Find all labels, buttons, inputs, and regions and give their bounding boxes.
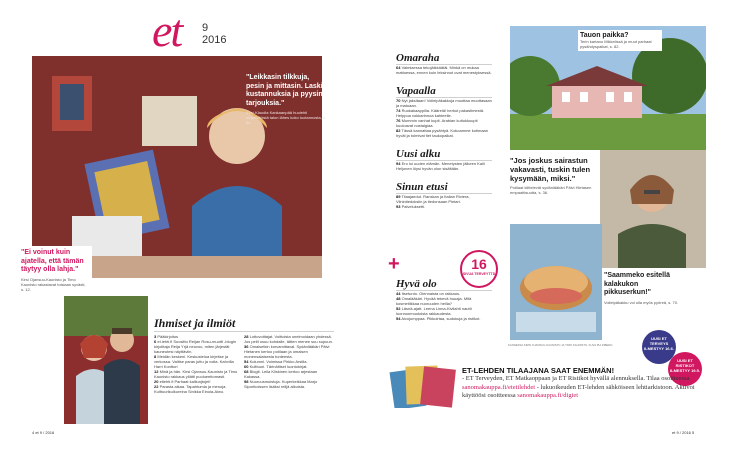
- toc-item: 93 Palveluksetti.: [396, 204, 426, 209]
- section-title: Hyvä olo: [396, 278, 437, 290]
- toc-item: 48 Omalääkäri. Hyvää tekevä huuaja. Mitä kosmetiikkaa nuoruuden hellia?: [396, 296, 472, 306]
- issue-label: [202, 22, 226, 46]
- subscription-link-2[interactable]: sanomakauppa.fi/digiet: [517, 392, 579, 399]
- toc-section-vapaalla: [396, 85, 492, 138]
- toc-item: 6 et.lehti.fi Suosittu Reijan Rosu-muotti -blogin kirjoittaja Reija Yrjä neuvoo, miten järjestät kauneutesi näyttäviin.: [154, 339, 237, 354]
- issue-number: 9: [202, 22, 209, 34]
- quote-mid-block: [510, 156, 594, 195]
- sandwich-cake-illustration: [510, 224, 602, 340]
- quote-top-caption: Kirsi-Klaudia Kankaanpää huolehti ompelutöistä talon lähes koko tuotannosta, s. 64.: [246, 110, 327, 125]
- top-caption-text: Terin kartano Mikkelissä ja muut parhaat pysähdyspaikat, s. 82.: [580, 39, 652, 49]
- photo-credit: KANNESSA KIRSI OJANSUU-KAUNISTO JA TIMO KAUNISTO. KUVA PIA INBERG: [508, 343, 613, 347]
- quote-bottom-block: [604, 272, 684, 305]
- toc-col-1: [154, 334, 240, 394]
- toc-section-hyva-olo: [396, 278, 492, 321]
- toc-item: 12 Minä ja hän. Kirsi Ojansuu-Kaunisto ja Timo Kaunisto rakkaus yllätti puolueettomasti.: [154, 369, 238, 379]
- toc-middle: [396, 52, 492, 209]
- toc-section-omaraha: [396, 52, 492, 75]
- magazine-stack-illustration: [388, 362, 458, 408]
- toc-item: 44 Itsetunto. Olennaista on rakkaus.: [396, 291, 461, 296]
- toc-item: 22 Parasta aikaa. Tapahtumia ja menoja. Kulttuurikulkureina Sinikka Einola-Aiwo.: [154, 384, 227, 394]
- top-caption-title: Tauon paikka?: [580, 32, 629, 39]
- subscription-link-1[interactable]: sanomakauppa.fi/etetilehdet: [462, 383, 536, 391]
- toc-col-2: [244, 334, 334, 389]
- badge-number: 16: [471, 256, 487, 272]
- toc-item: 28 Lottovoittajat. Voittoista unelmoidaan yhdessä. Jos pelit osuu kohdalle, tätten menee suu supuun.: [244, 334, 333, 344]
- section-rule-ihmiset: [154, 331, 334, 332]
- quote-left-text: "Ei voinut kuin ajatella, että tämän täytyy olla lahja.": [21, 249, 84, 273]
- section-title: Omaraha: [396, 52, 440, 64]
- section-title: Uusi alku: [396, 148, 441, 160]
- toc-item: 68 Blogit. Leila Kiiskinen kertoo arjestaan Kakassa.: [244, 369, 318, 379]
- plus-icon: +: [388, 253, 400, 275]
- quote-top-block: [246, 74, 328, 125]
- toc-item: 76 Mummin vanhat kupit. Arabian kuitukkuupit kuoloavat nostalgiaa.: [396, 118, 478, 128]
- subscription-title: ET-LEHDEN TILAAJANA SAAT ENEMMÄN!: [462, 366, 615, 375]
- toc-item: 82 Tässä kannattaa pysähtyä. Kokoamme kotimaan hyvät ja toimivat tiet taukopaikat.: [396, 128, 488, 138]
- toc-item: 54 Kolumni. Voimissa Pirkko Arstila.: [244, 359, 308, 364]
- toc-item: 70 Nyt jaksitaan! Voileipäkakkuja muottaa muottasaan ja matuaan.: [396, 98, 492, 108]
- toc-section-uusi-alku: [396, 148, 492, 171]
- couple-illustration: [64, 296, 148, 424]
- toc-item: 52 Läsnä-ajatt. Leena Linna-Kivilahti nautti luonnonmuotoista rakkaudesta.: [396, 306, 472, 316]
- subscription-block: [462, 366, 712, 401]
- quote-mid-caption: Potilaat kiittelevät sydänlääkäri Päivi Hietasen empaattisuutta, s. 36.: [510, 185, 592, 195]
- toc-item: 74 Ruokakaappilla. Käärelä! herkut pakastimestä. Helppoa vokkarinnoa kahteelle.: [396, 108, 485, 118]
- toc-item: 60 Kulttuuri. Tärinältiset luontokirjat.: [244, 364, 308, 369]
- quote-top-text: "Leikkasin tilkkuja, pesin ja mittasin. Laskin kustannuksia ja pyysin tarjouksia.": [246, 74, 327, 107]
- new-badge-2-text: UUSI ET RISTIKOT ILMESTYY 19.5.: [670, 358, 700, 373]
- left-page-footer: 4 et 9 / 2016: [32, 430, 55, 435]
- top-caption-block: [578, 30, 662, 51]
- toc-item: 20 etlehti.fi Parhaat kalliunjtojet!: [154, 379, 211, 384]
- sandwich-cake-photo: [510, 224, 602, 340]
- magazine-logo: et: [152, 5, 182, 56]
- section-title: Vapaalla: [396, 85, 436, 97]
- section-title-ihmiset: Ihmiset ja ilmiöt: [154, 316, 236, 330]
- toc-item: 94 Ero loi uuden elämän. Menetysten jälkeen Kaili Heljonen löysi hyvän olon sisältään.: [396, 161, 485, 171]
- subscription-text: [462, 375, 712, 401]
- toc-item: 54 Aivojumppaa. Pikkuirtaa, sudokuja ja ristikot.: [396, 316, 481, 321]
- doctor-illustration: [600, 150, 706, 268]
- toc-item: 8 Meidän keskeni. Keskustelua kirjeitse ja verkossa. Valitse paras juttu ja voita. Kahvilla Harri Kontturi: [154, 354, 234, 369]
- subscription-line-2: - lukuoikeuden ET-lehden sähköiseen lehtiarkistoon. Aktivoi käyttöösi osoitteessa: [462, 383, 695, 399]
- toc-item: 64 Valmiaessa tekojäikkäätäi. Minkä on mukaa mattuessa, ennen kuin leksinnot ovat menestyksessä.: [396, 65, 492, 75]
- quote-left-block: [18, 246, 92, 295]
- toc-item: 89 Tilaajaedut. Ranskan ja Italian Riviera, Viinintiedoksiin ja tiedonsaan Pietari.: [396, 194, 470, 204]
- quote-mid-text: "Jos joskus sairastun vakavasti, tuskin tulen kysymään, miksi.": [510, 156, 591, 183]
- badge-text: SIVUA TERVEYTTÄ: [462, 272, 496, 276]
- new-badge-text: UUSI ET TERVEYS ILMESTYY 16.6.: [644, 336, 674, 351]
- toc-item: 98 Nuoruusmuistoja. Kuperkeikkaa Marjo Siporikolssen lisäksi reiljä alkuista.: [244, 379, 318, 389]
- right-page-footer: et 9 / 2016 5: [672, 430, 695, 435]
- issue-year: 2016: [202, 34, 227, 46]
- toc-item: 36 Omaisetkin korvamittaval. Sydänlääkäri Päivi Hietanen kertoo potilaan ja omaisen monensalaisesta tunteesta.: [244, 344, 330, 359]
- couple-photo: [64, 296, 148, 424]
- quote-left-caption: Kirsi Ojansuu-Kaunisto ja Timo Kaunisto rakastavat toisiaan syvästi, s. 12.: [21, 276, 86, 292]
- quote-bottom-caption: Voileipäkakku voi olla myös pyöreä, s. 70.: [604, 299, 679, 305]
- doctor-photo: [600, 150, 706, 268]
- section-title: Sinun etusi: [396, 181, 448, 193]
- magazine-stack-photo: [388, 362, 458, 408]
- toc-section-sinun-etusi: [396, 181, 492, 209]
- toc-item: 3 Pääkirjoitus: [154, 334, 179, 339]
- quote-bottom-text: "Saammeko esitellä kalakukon pikkuserkun!": [604, 272, 670, 296]
- subscription-line-1: - ET Terveyden, ET Matkaoppaan ja ET Ristikot hyvällä alennuksella. Tilaa osoitteessa: [462, 375, 690, 382]
